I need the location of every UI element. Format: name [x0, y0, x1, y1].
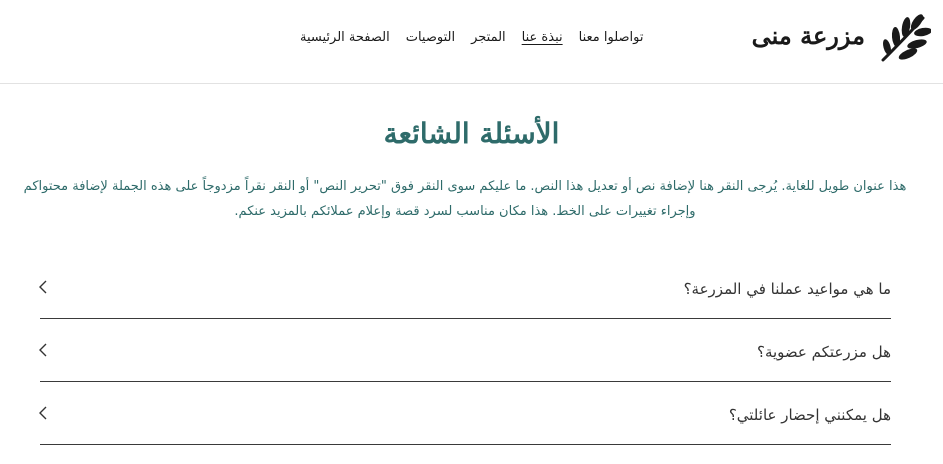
- olive-branch-icon[interactable]: [877, 10, 931, 66]
- chevron-left-icon: [36, 342, 52, 358]
- site-header: [0, 0, 943, 84]
- faq-item[interactable]: [40, 320, 891, 382]
- nav-item-testimonials[interactable]: التوصيات: [405, 30, 456, 45]
- faq-list: [40, 257, 891, 446]
- nav-item-contact[interactable]: تواصلوا معنا: [578, 30, 644, 45]
- faq-question: هل مزرعتكم عضوية؟: [757, 343, 891, 361]
- nav-item-shop[interactable]: المتجر: [471, 30, 506, 45]
- nav-item-about[interactable]: نبذة عنا: [521, 30, 563, 45]
- brand-name[interactable]: مزرعة منى: [751, 21, 865, 50]
- chevron-left-icon: [36, 279, 52, 295]
- intro-text: هذا عنوان طويل للغاية. يُرجى النقر هنا لإضافة نص أو تعديل هذا النص. ما عليكم سوى النقر فوق "تحرير النص" أو النقر نقراً مزدوجاً على هذه الجملة لإضافة محتواكم وإجراء تغييرات على الخط. هذا مكان مناسب لسرد قصة وإعلام عملائكم بالمزيد عنكم.: [23, 179, 907, 219]
- faq-question: هل يمكنني إحضار عائلتي؟: [728, 406, 891, 424]
- faq-item[interactable]: [40, 383, 891, 445]
- main-nav: [300, 26, 644, 52]
- chevron-left-icon: [36, 405, 52, 421]
- faq-question: ما هي مواعيد عملنا في المزرعة؟: [683, 280, 891, 298]
- nav-item-home[interactable]: الصفحة الرئيسية: [300, 30, 390, 45]
- page-title: الأسئلة الشائعة: [383, 117, 560, 150]
- faq-item[interactable]: [40, 257, 891, 319]
